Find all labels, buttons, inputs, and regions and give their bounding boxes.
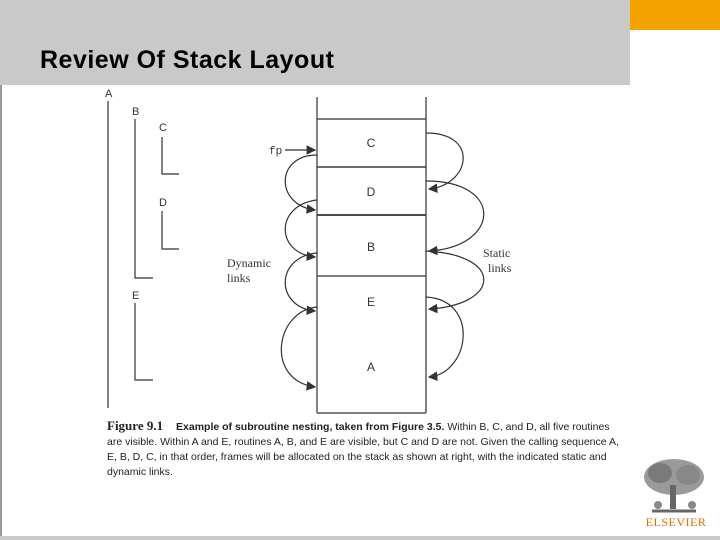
static-label-1: Static bbox=[483, 246, 511, 260]
caption-figure-label: Figure 9.1 bbox=[107, 418, 164, 433]
bracket-b bbox=[135, 119, 153, 278]
publisher-name: ELSEVIER bbox=[645, 515, 707, 529]
figure-caption bbox=[107, 418, 622, 480]
bracket-d bbox=[162, 211, 179, 249]
nesting-label-a: A bbox=[105, 88, 113, 100]
bracket-c bbox=[162, 137, 179, 174]
dynamic-label-1: Dynamic bbox=[227, 256, 271, 270]
dynamic-label-2: links bbox=[227, 271, 251, 285]
title-bar bbox=[0, 0, 630, 85]
stack-frame-labels bbox=[367, 136, 376, 374]
bottom-border bbox=[0, 536, 720, 540]
static-link-arrows bbox=[426, 133, 484, 377]
nesting-brackets bbox=[108, 101, 179, 408]
nesting-diagram bbox=[105, 88, 167, 302]
slide-title: Review Of Stack Layout bbox=[40, 46, 335, 74]
nesting-label-e: E bbox=[132, 290, 140, 302]
caption-lead: Example of subroutine nesting, taken from Figure 3.5. bbox=[176, 421, 445, 433]
frame-b: B bbox=[366, 240, 376, 254]
frame-d: D bbox=[366, 185, 376, 199]
nesting-label-b: B bbox=[132, 106, 140, 118]
fp-label: fp bbox=[269, 146, 283, 158]
nesting-label-c: C bbox=[159, 122, 167, 134]
frame-e: E bbox=[366, 295, 376, 309]
dynamic-link-arrows bbox=[281, 155, 317, 387]
bracket-e bbox=[135, 303, 153, 380]
figure-diagram bbox=[95, 85, 625, 415]
frame-a: A bbox=[366, 360, 376, 374]
caption-body: Within B, C, and D, all five routines are visible. Within A and E, routines A, B, and E are visible, but C and D are not. Given the calling sequence A, E, B, D, C, in that order, frames will be allocated on the stack as shown at right, with the indicated static and dynamic links. bbox=[107, 421, 619, 478]
frame-c: C bbox=[366, 136, 376, 150]
accent-bar bbox=[630, 0, 720, 30]
static-label-2: links bbox=[488, 261, 512, 275]
nesting-label-d: D bbox=[159, 197, 167, 209]
